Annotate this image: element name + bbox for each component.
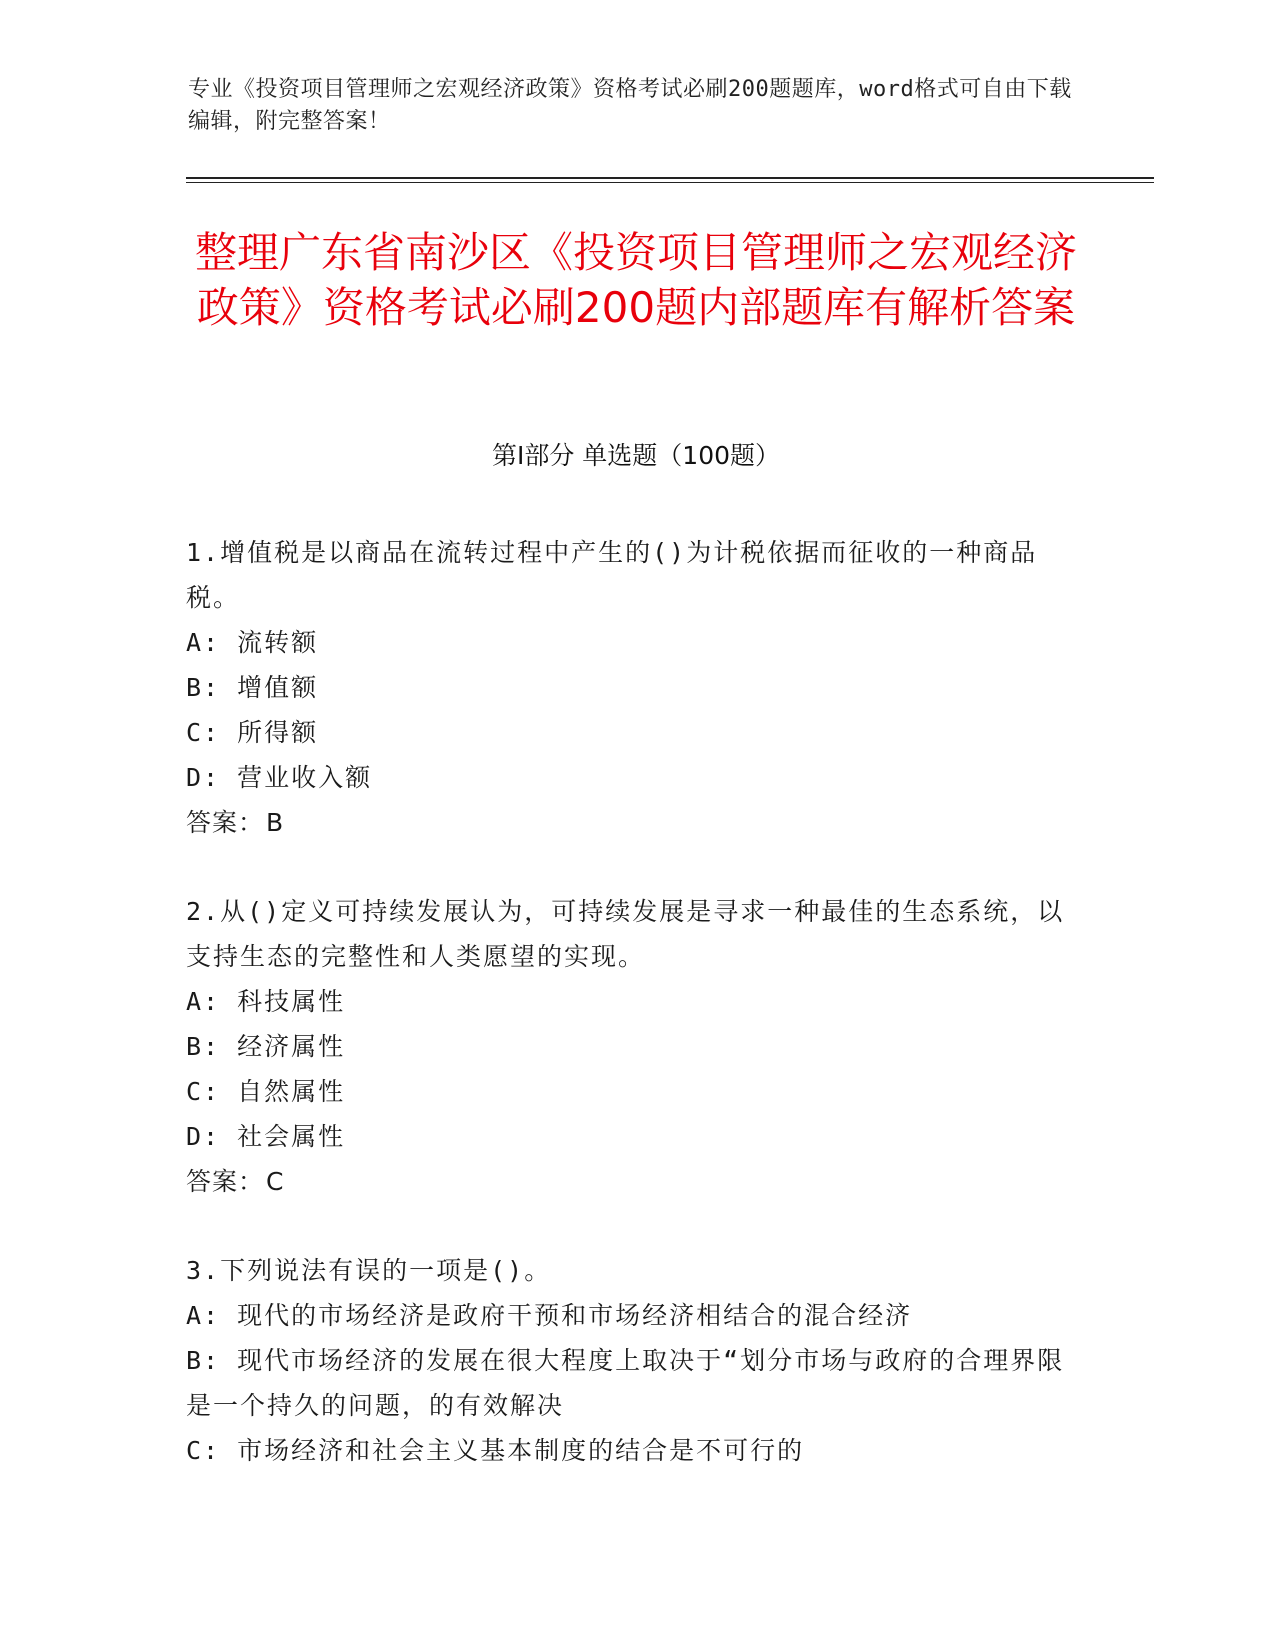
- option-a: A: 流转额: [186, 628, 319, 657]
- answer-value: B: [266, 808, 285, 837]
- section-heading: 第I部分 单选题（100题）: [491, 441, 781, 470]
- option-d: D: 营业收入额: [186, 763, 373, 792]
- option-d: D: 社会属性: [186, 1122, 346, 1151]
- answer-line: [186, 1159, 1086, 1204]
- question-1: [186, 530, 1086, 845]
- header-divider-thick: [186, 177, 1154, 179]
- header-note: 专业《投资项目管理师之宏观经济政策》资格考试必刷200题题库，word格式可自由下载编辑，附完整答案！: [188, 77, 1072, 134]
- question-stem: 1.增值税是以商品在流转过程中产生的()为计税依据而征收的一种商品税。: [186, 538, 1038, 612]
- option-b: B: 现代市场经济的发展在很大程度上取决于“划分市场与政府的合理界限是一个持久的问题，的有效解决: [186, 1346, 1065, 1420]
- question-2: [186, 889, 1086, 1204]
- option-c: C: 自然属性: [186, 1077, 346, 1106]
- header-divider-thin: [186, 182, 1154, 183]
- question-stem: 2.从()定义可持续发展认为，可持续发展是寻求一种最佳的生态系统，以支持生态的完整性和人类愿望的实现。: [186, 897, 1065, 971]
- option-a: A: 科技属性: [186, 987, 346, 1016]
- option-a: A: 现代的市场经济是政府干预和市场经济相结合的混合经济: [186, 1301, 913, 1330]
- answer-value: C: [266, 1167, 285, 1196]
- option-c: C: 所得额: [186, 718, 319, 747]
- answer-line: [186, 800, 1086, 845]
- option-c: C: 市场经济和社会主义基本制度的结合是不可行的: [186, 1436, 805, 1465]
- answer-label: 答案：: [186, 1167, 265, 1196]
- question-3: [186, 1248, 1086, 1473]
- question-list: [186, 530, 1086, 1517]
- answer-label: 答案：: [186, 808, 265, 837]
- option-b: B: 经济属性: [186, 1032, 346, 1061]
- option-b: B: 增值额: [186, 673, 319, 702]
- document-title: 整理广东省南沙区《投资项目管理师之宏观经济政策》资格考试必刷200题内部题库有解析答案: [194, 228, 1077, 332]
- question-stem: 3.下列说法有误的一项是()。: [186, 1256, 552, 1285]
